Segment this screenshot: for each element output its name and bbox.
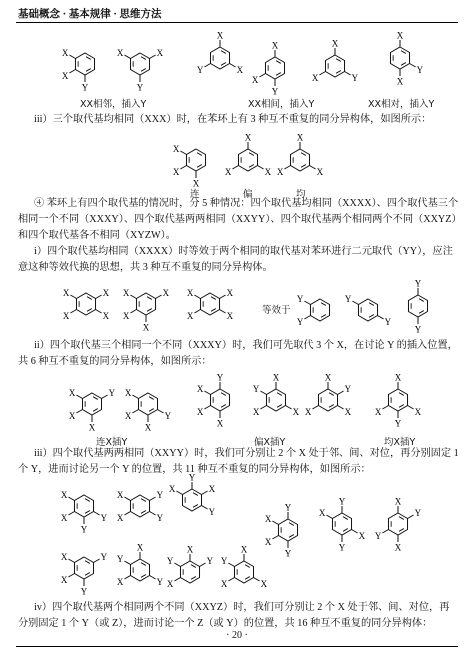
substituent-label: X	[216, 30, 224, 41]
benzene-ring	[125, 388, 172, 433]
substituent-label: X	[88, 422, 96, 433]
substituent-label: X	[318, 508, 326, 518]
paragraph-four-c: 和四个取代基各不相同（XYZW）。	[18, 230, 176, 241]
benzene-ring	[375, 373, 422, 429]
substituent-label: X	[122, 311, 130, 321]
substituent-label: X	[304, 407, 312, 417]
substituent-label: X	[271, 40, 279, 51]
substituent-label: X	[136, 542, 144, 553]
benzene-ring	[169, 473, 216, 518]
substituent-label: Y	[271, 86, 279, 97]
substituent-label: Y	[156, 577, 164, 587]
benzene-ring	[187, 288, 234, 321]
substituent-label: X	[68, 411, 76, 421]
substituent-label: X	[344, 407, 352, 417]
substituent-label: X	[331, 38, 339, 49]
substituent-label: X	[311, 73, 319, 83]
substituent-label: X	[272, 372, 280, 383]
substituent-label: Y	[296, 317, 304, 327]
benzene-ring	[197, 31, 244, 76]
substituent-label: Y	[188, 472, 196, 483]
substituent-label: Y	[220, 556, 228, 566]
substituent-label: X	[264, 167, 272, 177]
paragraph-xxxy-a: ii）四个取代基三个相同一个不同（XXXY）时，我们可先取代 3 个 X，在讨论 Y 的插入位置，	[34, 340, 458, 351]
substituent-label: X	[414, 407, 422, 417]
caption-para: XX相对，插入Y	[368, 99, 435, 110]
substituent-label: X	[62, 311, 70, 321]
substituent-label: Y	[338, 542, 346, 553]
substituent-label: X	[208, 484, 216, 494]
substituent-label: Y	[80, 586, 88, 597]
caption-lian-x: 连X插Y	[96, 437, 128, 448]
substituent-label: X	[60, 575, 68, 585]
benzene-ring	[225, 133, 272, 178]
benzene-ring	[117, 490, 164, 523]
substituent-label: X	[264, 514, 272, 524]
caption-lian: 连	[190, 189, 200, 200]
substituent-label: Y	[414, 278, 422, 289]
benzene-ring	[123, 288, 170, 333]
benzene-ring	[345, 294, 392, 327]
substituent-label: X	[186, 544, 194, 555]
substituent-label: X	[276, 167, 284, 177]
substituent-label: X	[396, 76, 404, 87]
substituent-label: X	[166, 579, 174, 589]
substituent-label: X	[236, 65, 244, 75]
substituent-label: Y	[206, 556, 214, 566]
substituent-label: X	[196, 407, 204, 417]
substituent-label: X	[116, 48, 124, 58]
benzene-ring	[253, 373, 300, 418]
substituent-label: X	[251, 75, 259, 85]
substituent-label: X	[116, 490, 124, 500]
substituent-label: Y	[414, 508, 422, 518]
substituent-label: X	[226, 311, 234, 321]
caption-equivalent: 等效于	[262, 305, 291, 316]
substituent-label: X	[116, 577, 124, 587]
substituent-label: X	[394, 372, 402, 383]
benzene-ring	[69, 388, 116, 433]
benzene-ring	[265, 503, 298, 559]
substituent-label: Y	[156, 490, 164, 500]
paragraph-xxyy-b: 个 Y，进而讨论另一个 Y 的位置，共 11 种互不重复的同分异构体，如图所示：	[18, 464, 371, 475]
substituent-label: Y	[80, 524, 88, 535]
benzene-ring	[61, 490, 108, 535]
benzene-ring	[305, 373, 352, 418]
substituent-label: X	[162, 288, 170, 298]
substituent-label: Y	[344, 294, 352, 304]
substituent-label: X	[252, 407, 260, 417]
benzene-ring	[221, 545, 268, 590]
substituent-label: X	[374, 407, 382, 417]
caption-jun-x: 均X插Y	[384, 437, 416, 448]
running-header: 基础概念 · 基本规律 · 思维方法	[18, 9, 162, 20]
substituent-label: X	[60, 490, 68, 500]
paragraph-xxyz-a: iv）四个取代基两个相同两个不同（XXYZ）时，我们可分别让 2 个 X 处于邻、间、对位，再	[34, 602, 450, 613]
page-number: · 20 ·	[226, 630, 248, 641]
paragraph-xxxx-a: i）四个取代基均相同（XXXX）时等效于两个相同的取代基对苯环进行二元取代（YY），应注	[34, 246, 453, 257]
substituent-label: X	[264, 537, 272, 547]
substituent-label: X	[316, 167, 324, 177]
paragraph-xxyz-b: 分别固定 1 个 Y（或 Z），进而讨论一个 Z（或 Y）的位置，共 16 种互不重复的同分异构体：	[18, 618, 433, 629]
substituent-label: X	[156, 48, 164, 58]
benzene-ring	[117, 48, 164, 93]
benzene-ring	[277, 133, 324, 178]
substituent-label: Y	[208, 507, 216, 517]
caption-pian-x: 偏X插Y	[254, 437, 286, 448]
substituent-label: X	[226, 288, 234, 298]
substituent-label: X	[196, 384, 204, 394]
paragraph-four-a: ④ 苯环上有四个取代基的情况时，分 5 种情况：四个取代基均相同（XXXX）、四个取代基三个	[34, 198, 459, 209]
substituent-label: X	[396, 30, 404, 41]
benzene-ring	[173, 144, 206, 189]
substituent-label: Y	[414, 324, 422, 335]
benzene-ring	[167, 545, 214, 590]
benzene-ring	[63, 288, 110, 321]
substituent-label: X	[186, 311, 194, 321]
substituent-label: Y	[100, 513, 108, 523]
benzene-ring	[408, 279, 427, 335]
substituent-label: Y	[81, 82, 89, 93]
substituent-label: Y	[284, 502, 292, 513]
caption-meta: XX相间，插入Y	[248, 99, 315, 110]
benzene-ring	[319, 497, 366, 553]
substituent-label: Y	[374, 531, 382, 541]
substituent-label: X	[60, 552, 68, 562]
substituent-label: Y	[156, 513, 164, 523]
substituent-label: X	[358, 531, 366, 541]
substituent-label: X	[394, 542, 402, 553]
substituent-label: X	[144, 422, 152, 433]
substituent-label: Y	[196, 65, 204, 75]
paragraph-xxxx-b: 意这种等效代换的思想，共 3 种互不重复的同分异构体。	[18, 262, 273, 273]
substituent-label: Y	[136, 82, 144, 93]
benzene-ring	[375, 497, 422, 553]
substituent-label: Y	[284, 548, 292, 559]
substituent-label: Y	[164, 411, 172, 421]
paragraph-xxxy-b: 共 6 种互不重复的同分异构体，如图所示：	[18, 356, 212, 367]
paragraph-xxx: iii）三个取代基均相同（XXX）时，在苯环上有 3 种互不重复的同分异构体，如图所示：	[34, 114, 432, 125]
benzene-ring	[390, 31, 423, 87]
substituent-label: Y	[216, 372, 224, 383]
paragraph-xxyy-a: iii）四个取代基两两相同（XXYY）时，我们可分别让 2 个 X 处于邻、间、对位，再分别固定 1	[34, 448, 459, 459]
substituent-label: X	[102, 288, 110, 298]
substituent-label: Y	[108, 388, 116, 398]
caption-jun: 均	[296, 189, 306, 200]
footer-rule	[16, 646, 458, 647]
paragraph-four-b: 相同一个不同（XXXY）、四个取代基两两相同（XXYY）、四个取代基两个相同两个不同（XXYZ）	[18, 214, 462, 225]
substituent-label: X	[216, 418, 224, 429]
substituent-label: X	[292, 407, 300, 417]
substituent-label: X	[172, 167, 180, 177]
substituent-label: X	[61, 48, 69, 58]
substituent-label: X	[186, 288, 194, 298]
substituent-label: X	[122, 288, 130, 298]
substituent-label: X	[124, 411, 132, 421]
substituent-label: X	[324, 372, 332, 383]
substituent-label: X	[61, 71, 69, 81]
substituent-label: X	[62, 288, 70, 298]
substituent-label: X	[168, 484, 176, 494]
substituent-label: Y	[351, 73, 359, 83]
benzene-ring	[61, 552, 108, 597]
substituent-label: X	[124, 388, 132, 398]
substituent-label: Y	[394, 418, 402, 429]
substituent-label: X	[172, 144, 180, 154]
substituent-label: X	[192, 178, 200, 189]
substituent-label: X	[116, 513, 124, 523]
substituent-label: X	[224, 167, 232, 177]
benzene-ring	[117, 543, 164, 588]
benzene-ring	[252, 41, 285, 97]
substituent-label: X	[240, 544, 248, 555]
benzene-ring	[197, 373, 230, 429]
substituent-label: Y	[166, 556, 174, 566]
substituent-label: X	[244, 132, 252, 143]
substituent-label: X	[142, 322, 150, 333]
substituent-label: Y	[100, 552, 108, 562]
benzene-ring	[297, 294, 330, 327]
substituent-label: X	[394, 496, 402, 507]
substituent-label: X	[220, 579, 228, 589]
substituent-label: X	[296, 132, 304, 143]
caption-pian: 偏	[243, 189, 253, 200]
caption-adjacent: XX相邻，插入Y	[80, 99, 147, 110]
substituent-label: Y	[296, 294, 304, 304]
substituent-label: Y	[344, 384, 352, 394]
substituent-label: X	[60, 513, 68, 523]
substituent-label: Y	[338, 496, 346, 507]
benzene-ring	[312, 39, 359, 84]
benzene-ring	[62, 48, 95, 93]
substituent-label: X	[102, 311, 110, 321]
substituent-label: X	[68, 388, 76, 398]
substituent-label: Y	[116, 554, 124, 564]
substituent-label: Y	[416, 65, 424, 75]
substituent-label: Y	[384, 317, 392, 327]
substituent-label: X	[260, 579, 268, 589]
substituent-label: Y	[252, 384, 260, 394]
